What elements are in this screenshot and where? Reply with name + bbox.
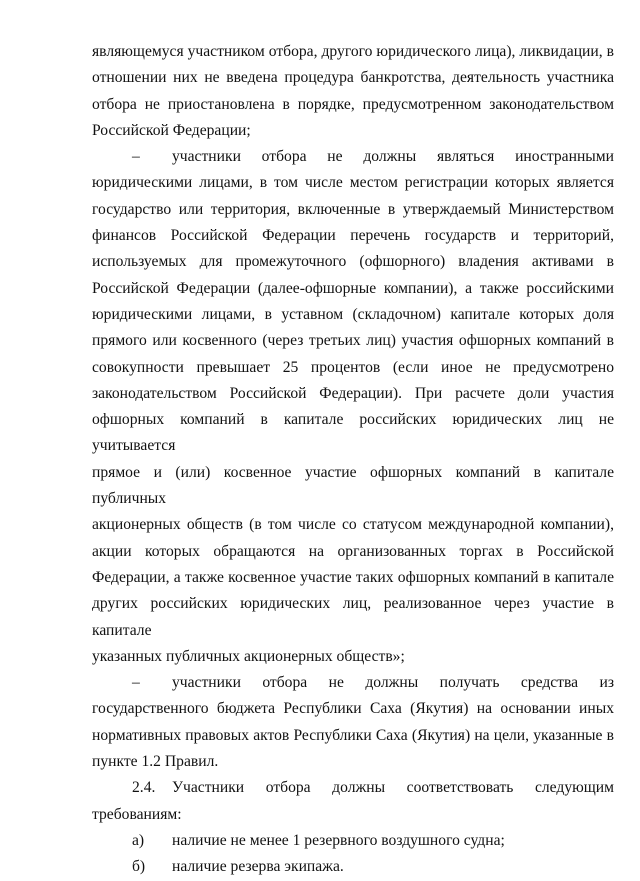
paragraph-first-line [92,775,614,801]
list-item-text: наличие резерва экипажа. [172,858,344,876]
text-line: Российской Федерации (далее-офшорные компании), а также российскими [92,279,614,297]
list-item [92,828,614,854]
paragraph-first-line [92,670,614,696]
text-line: Участники отбора должны соответствовать следующим [172,779,614,797]
text-line: государство или территория, включенные в утверждаемый Министерством [92,200,614,218]
list-marker: а) [132,831,145,849]
text-line: Федерации, а также косвенное участие таких офшорных компаний в капитале [92,568,614,586]
list-item-text: наличие не менее 1 резервного воздушного судна; [172,831,505,849]
list-marker: б) [132,858,146,876]
text-line: других российских юридических лиц, реализованное через участие в капитале [92,595,614,639]
text-line: используемых для промежуточного (офшорного) владения активами в [92,253,614,271]
text-line: прямого или косвенного (через третьих лиц) участия офшорных компаний в [92,332,614,350]
text-line: государственного бюджета Республики Саха (Якутия) на основании иных [92,700,614,718]
text-line: отбора не приостановлена в порядке, предусмотренном законодательством [92,95,614,113]
text-line: являющемуся участником отбора, другого юридического лица), ликвидации, в [92,43,614,60]
text-line: юридическими лицами, в уставном (складочном) капитале которых доля [92,305,614,323]
text-line: отношении них не введена процедура банкротства, деятельность участника [92,69,614,87]
text-line: Российской Федерации; [92,121,251,139]
text-line: участники отбора не должны являться иностранными [172,148,614,166]
paragraph-3 [92,670,614,775]
requirements-list [92,828,614,881]
paragraph-first-line [92,144,614,170]
text-line: требованиям: [92,805,182,823]
section-number: 2.4. [132,779,156,797]
text-line: акции которых обращаются на организованных торгах в Российской [92,542,614,560]
text-line: указанных публичных акционерных обществ»; [92,647,405,665]
dash-marker: – [132,148,140,166]
text-line: участники отбора не должны получать средства из [172,674,614,692]
text-line: офшорных компаний в капитале российских юридических лиц не учитывается [92,411,614,455]
paragraph-4 [92,775,614,828]
text-line: акционерных обществ (в том числе со статусом международной компании), [92,516,614,534]
text-line: пункте 1.2 Правил. [92,753,219,771]
text-line: прямое и (или) косвенное участие офшорных компаний в капитале публичных [92,463,614,508]
text-line: совокупности превышает 25 процентов (если иное не предусмотрено [92,358,614,376]
text-line: юридическими лицами, в том числе местом регистрации которых является [92,174,614,192]
list-item [92,854,614,880]
text-line: финансов Российской Федерации перечень государств и территорий, [92,227,614,245]
text-line: нормативных правовых актов Республики Саха (Якутия) на цели, указанные в [92,726,614,744]
dash-marker: – [132,674,140,692]
text-line: законодательством Российской Федерации). При расчете доли участия [92,384,614,402]
paragraph-2 [92,144,614,670]
paragraph-1 [92,39,614,144]
